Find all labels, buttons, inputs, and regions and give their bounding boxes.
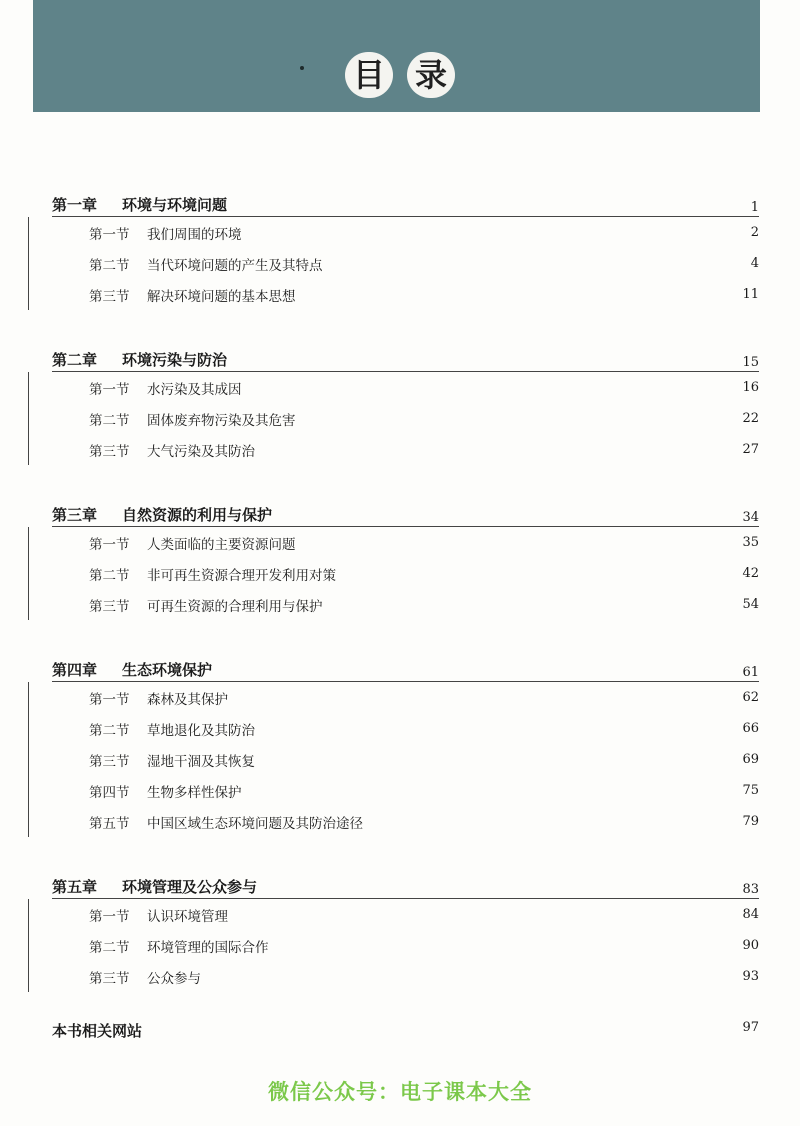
chapter-title: 生态环境保护	[122, 661, 213, 679]
section-title: 固体废弃物污染及其危害	[147, 412, 296, 429]
section-entry[interactable]	[53, 589, 759, 620]
section-label: 第二节	[89, 257, 130, 274]
watermark: 微信公众号：电子课本大全	[268, 1080, 532, 1104]
chapter-label: 第五章	[52, 878, 98, 896]
section-title: 生物多样性保护	[147, 784, 242, 801]
section-heading	[53, 440, 255, 460]
section-entry[interactable]	[53, 279, 759, 310]
section-heading	[53, 750, 255, 770]
section-entry[interactable]	[53, 775, 759, 806]
chapter-entry[interactable]	[52, 191, 759, 217]
section-heading	[53, 719, 255, 739]
section-entry[interactable]	[53, 930, 759, 961]
section-entry[interactable]	[53, 372, 759, 403]
chapter-title: 环境污染与防治	[122, 351, 228, 369]
chapter-block	[52, 873, 759, 992]
section-list	[28, 899, 759, 992]
section-label: 第二节	[89, 939, 130, 956]
chapter-entry[interactable]	[52, 873, 759, 899]
chapter-page: 15	[742, 355, 759, 370]
section-label: 第一节	[89, 381, 130, 398]
section-label: 第三节	[89, 598, 130, 615]
section-title: 水污染及其成因	[147, 381, 242, 398]
section-title: 中国区域生态环境问题及其防治途径	[147, 815, 363, 832]
section-entry[interactable]	[53, 899, 759, 930]
section-label: 第四节	[89, 784, 130, 801]
chapter-title: 环境管理及公众参与	[122, 878, 258, 896]
chapter-title: 自然资源的利用与保护	[122, 506, 273, 524]
section-title: 非可再生资源合理开发利用对策	[147, 567, 336, 584]
chapter-heading	[52, 504, 272, 525]
chapter-heading	[52, 349, 227, 370]
chapter-page: 83	[742, 882, 759, 897]
table-of-contents	[52, 191, 759, 1028]
section-label: 第二节	[89, 412, 130, 429]
section-heading	[53, 812, 363, 832]
chapter-entry[interactable]	[52, 501, 759, 527]
chapter-block	[52, 346, 759, 465]
title-char: 录	[407, 52, 455, 98]
section-page: 54	[742, 597, 759, 612]
section-entry[interactable]	[53, 682, 759, 713]
section-entry[interactable]	[53, 403, 759, 434]
chapter-label: 第二章	[52, 351, 98, 369]
chapter-entry[interactable]	[52, 346, 759, 372]
chapter-block	[52, 656, 759, 837]
section-title: 我们周围的环境	[147, 226, 242, 243]
section-page: 16	[742, 380, 759, 395]
section-heading	[53, 688, 228, 708]
section-heading	[53, 595, 323, 615]
section-title: 认识环境管理	[147, 908, 228, 925]
section-label: 第五节	[89, 815, 130, 832]
section-title: 公众参与	[147, 970, 201, 987]
banner-dot	[300, 66, 304, 70]
section-heading	[53, 781, 242, 801]
section-heading	[53, 936, 269, 956]
section-entry[interactable]	[53, 217, 759, 248]
chapter-title: 环境与环境问题	[122, 196, 228, 214]
section-page: 84	[742, 907, 759, 922]
chapter-page: 34	[742, 510, 759, 525]
section-heading	[53, 409, 296, 429]
chapter-heading	[52, 194, 227, 215]
section-entry[interactable]	[53, 713, 759, 744]
section-title: 解决环境问题的基本思想	[147, 288, 296, 305]
section-label: 第一节	[89, 536, 130, 553]
section-list	[28, 527, 759, 620]
section-title: 当代环境问题的产生及其特点	[147, 257, 323, 274]
section-entry[interactable]	[53, 806, 759, 837]
section-label: 第二节	[89, 567, 130, 584]
websites-title: 本书相关网站	[52, 1022, 143, 1040]
section-title: 森林及其保护	[147, 691, 228, 708]
title-char: 目	[345, 52, 393, 98]
chapter-label: 第四章	[52, 661, 98, 679]
section-page: 35	[742, 535, 759, 550]
section-title: 可再生资源的合理利用与保护	[147, 598, 323, 615]
section-entry[interactable]	[53, 558, 759, 589]
section-page: 4	[750, 256, 759, 271]
section-label: 第一节	[89, 908, 130, 925]
section-entry[interactable]	[53, 961, 759, 992]
section-title: 草地退化及其防治	[147, 722, 255, 739]
section-list	[28, 372, 759, 465]
section-title: 人类面临的主要资源问题	[147, 536, 296, 553]
section-heading	[53, 285, 296, 305]
section-title: 大气污染及其防治	[147, 443, 255, 460]
chapter-page: 1	[750, 200, 759, 215]
section-title: 湿地干涸及其恢复	[147, 753, 255, 770]
section-page: 11	[742, 287, 759, 302]
chapter-page: 61	[742, 665, 759, 680]
section-label: 第一节	[89, 226, 130, 243]
section-entry[interactable]	[53, 744, 759, 775]
section-heading	[53, 967, 201, 987]
section-page: 75	[742, 783, 759, 798]
section-title: 环境管理的国际合作	[147, 939, 269, 956]
section-label: 第三节	[89, 970, 130, 987]
section-label: 第一节	[89, 691, 130, 708]
section-page: 69	[742, 752, 759, 767]
section-heading	[53, 905, 228, 925]
section-page: 93	[742, 969, 759, 984]
section-heading	[53, 564, 336, 584]
section-heading	[53, 378, 242, 398]
section-page: 42	[742, 566, 759, 581]
chapter-heading	[52, 876, 257, 897]
toc-entry-websites[interactable]	[52, 1020, 759, 1041]
websites-page: 97	[742, 1020, 759, 1035]
section-page: 27	[742, 442, 759, 457]
chapter-entry[interactable]	[52, 656, 759, 682]
section-heading	[53, 223, 242, 243]
section-page: 66	[742, 721, 759, 736]
page-title	[345, 52, 455, 98]
chapter-label: 第三章	[52, 506, 98, 524]
section-list	[28, 217, 759, 310]
section-label: 第三节	[89, 443, 130, 460]
section-entry[interactable]	[53, 527, 759, 558]
section-heading	[53, 533, 296, 553]
chapter-block	[52, 191, 759, 310]
section-entry[interactable]	[53, 248, 759, 279]
section-label: 第三节	[89, 753, 130, 770]
section-list	[28, 682, 759, 837]
section-page: 79	[742, 814, 759, 829]
section-page: 2	[750, 225, 759, 240]
section-page: 22	[742, 411, 759, 426]
section-page: 62	[742, 690, 759, 705]
chapter-block	[52, 501, 759, 620]
section-entry[interactable]	[53, 434, 759, 465]
chapter-heading	[52, 659, 212, 680]
section-label: 第二节	[89, 722, 130, 739]
section-heading	[53, 254, 323, 274]
chapter-label: 第一章	[52, 196, 98, 214]
section-label: 第三节	[89, 288, 130, 305]
section-page: 90	[742, 938, 759, 953]
